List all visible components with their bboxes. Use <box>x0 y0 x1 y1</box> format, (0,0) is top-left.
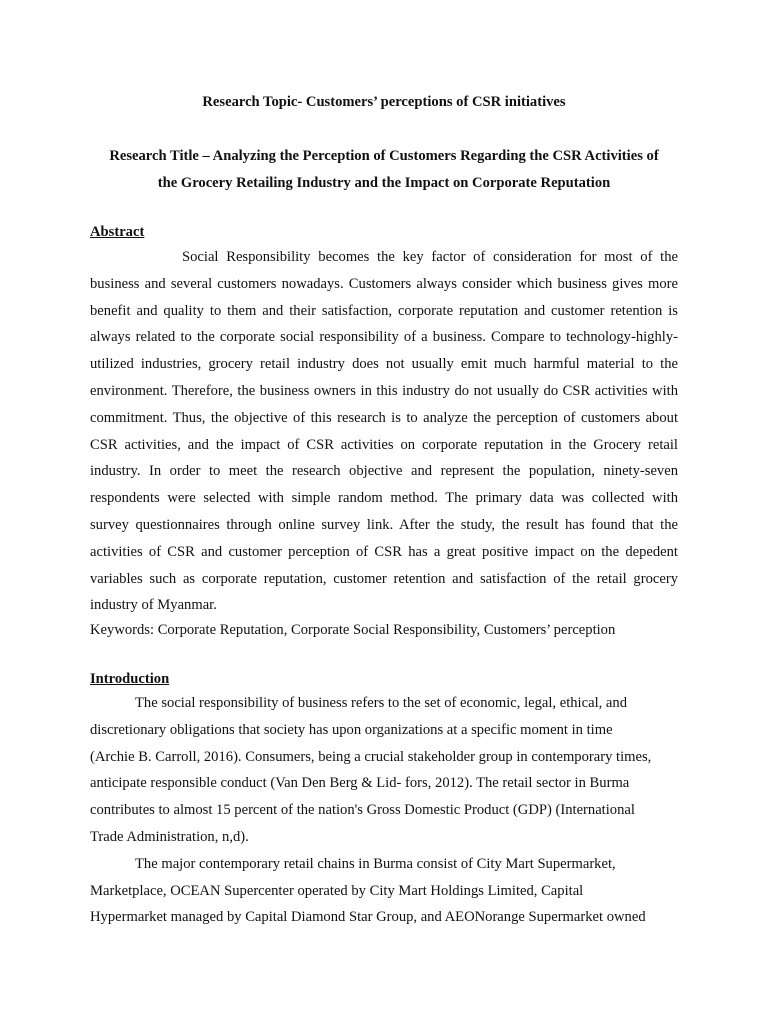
introduction-line: The social responsibility of business refers to the set of economic, legal, ethical, and <box>135 695 627 711</box>
introduction-line: Marketplace, OCEAN Supercenter operated by City Mart Holdings Limited, Capital <box>90 882 584 899</box>
abstract-line: environment. Therefore, the business owners in this industry do not usually do CSR activities with <box>90 382 678 399</box>
introduction-line: Trade Administration, n,d). <box>90 828 249 845</box>
abstract-line: CSR activities, and the impact of CSR activities on corporate reputation in the Grocery retail <box>90 436 678 453</box>
abstract-body <box>90 244 678 619</box>
introduction-line: discretionary obligations that society has upon organizations at a specific moment in time <box>90 721 613 738</box>
introduction-line: contributes to almost 15 percent of the nation's Gross Domestic Product (GDP) (International <box>90 802 635 819</box>
abstract-line: industry of Myanmar. <box>90 597 217 614</box>
introduction-body <box>90 690 690 931</box>
introduction-line: Hypermarket managed by Capital Diamond Star Group, and AEONorange Supermarket owned <box>90 909 646 926</box>
abstract-line: Social Responsibility becomes the key factor of consideration for most of the <box>182 249 678 265</box>
abstract-line: always related to the corporate social responsibility of a business. Compare to technology-highly- <box>90 329 678 346</box>
abstract-heading: Abstract <box>90 224 145 240</box>
research-title-line-1: Research Title – Analyzing the Perception of Customers Regarding the CSR Activities of <box>109 148 659 164</box>
abstract-line: activities of CSR and customer perception of CSR has a great positive impact on the depedent <box>90 543 678 560</box>
keywords: Keywords: Corporate Reputation, Corporate Social Responsibility, Customers’ perception <box>90 622 616 638</box>
abstract-line: industry. In order to meet the research objective and represent the population, ninety-seven <box>90 463 678 480</box>
abstract-line: business and several customers nowadays. Customers always consider which business gives more <box>90 275 678 292</box>
abstract-line: variables such as corporate reputation, customer retention and satisfaction of the retail grocery <box>90 570 678 587</box>
introduction-line: anticipate responsible conduct (Van Den Berg & Lid- fors, 2012). The retail sector in Burma <box>90 775 630 792</box>
abstract-line: commitment. Thus, the objective of this research is to analyze the perception of customers about <box>90 409 678 426</box>
abstract-line: respondents were selected with simple random method. The primary data was collected with <box>90 490 678 507</box>
introduction-line: (Archie B. Carroll, 2016). Consumers, being a crucial stakeholder group in contemporary times, <box>90 748 652 765</box>
introduction-heading: Introduction <box>90 671 170 687</box>
abstract-line: benefit and quality to them and their satisfaction, corporate reputation and customer retention is <box>90 302 678 319</box>
research-topic: Research Topic- Customers’ perceptions of CSR initiatives <box>202 94 566 110</box>
research-title-line-2: the Grocery Retailing Industry and the Impact on Corporate Reputation <box>157 175 611 191</box>
abstract-line: utilized industries, grocery retail industry does not usually emit much harmful material to the <box>90 356 678 373</box>
abstract-line: survey questionnaires through online survey link. After the study, the result has found that the <box>90 516 678 533</box>
introduction-line: The major contemporary retail chains in Burma consist of City Mart Supermarket, <box>135 855 616 872</box>
